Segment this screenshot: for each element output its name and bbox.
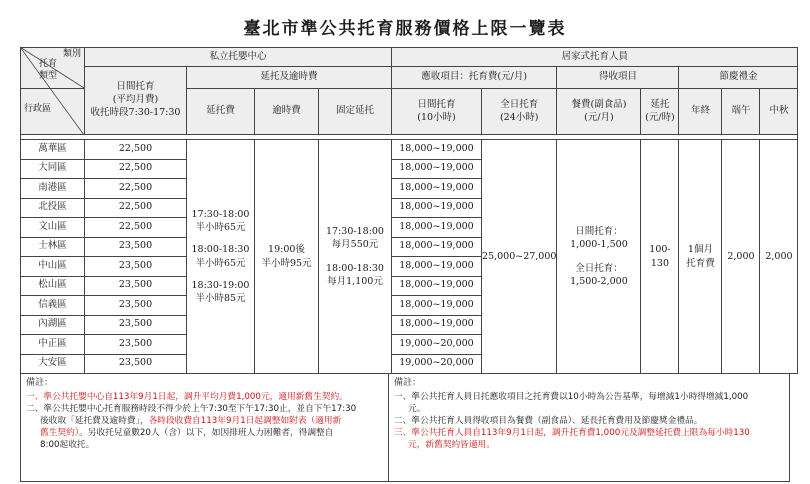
home-day-cell: 18,000~19,000 — [392, 237, 482, 257]
day-fee-cell: 23,500 — [85, 296, 187, 316]
notes-left — [20, 373, 389, 482]
day-fee-cell: 23,500 — [85, 315, 187, 335]
other-items-header: 得收項目 — [557, 67, 679, 89]
district-cell: 大同區 — [21, 159, 85, 179]
home-day-cell: 18,000~19,000 — [392, 198, 482, 218]
note-left-1: 一、準公共托嬰中心自113年9月1日起，調升平均月費1,000元，適用新舊生契約。 — [26, 392, 348, 403]
day-fee-cell: 22,500 — [85, 179, 187, 199]
full-day-merged: 25,000~27,000 — [482, 140, 557, 374]
home-day-cell: 18,000~19,000 — [392, 257, 482, 277]
district-cell: 松山區 — [21, 276, 85, 296]
home-day-cell: 18,000~19,000 — [392, 276, 482, 296]
fixed-ot-header: 固定延托 — [319, 89, 392, 135]
district-cell: 士林區 — [21, 237, 85, 257]
dragon-boat-header: 端午 — [722, 89, 760, 135]
note-left-2: 二、準公共托嬰中心托育服務時段不得少於上午7:30至下午17:30止，並自下午17:30 後收取「延托費及逾時費」，各時段收費自113年9月1日起調整如附表（適用新 舊生契約）。另收托兒童數20人（含）以下，如因排班人力困難者，得調整自 8:00起收托。 — [26, 404, 357, 451]
late-fee-header: 逾時費 — [255, 89, 319, 135]
day-fee-cell: 23,500 — [85, 354, 187, 374]
ot-fee-merged: 17:30-18:00 半小時65元 18:00-18:30 半小時65元 18:30-19:00 半小時85元 — [187, 140, 255, 374]
home-group-header: 居家式托育人員 — [392, 48, 798, 67]
overtime-header: 延托及逾時費 — [187, 67, 392, 89]
yearend-merged: 1個月 托育費 — [679, 140, 722, 374]
dragon-boat-merged: 2,000 — [722, 140, 760, 374]
ext-merged: 100-130 — [641, 140, 679, 374]
note-right-2: 二、準公共托育人員得收項目為餐費（副食品）、延長托育費用及節慶獎金禮品。 — [394, 416, 703, 427]
meal-merged: 日間托育： 1,000-1,500 全日托育： 1,500-2,000 — [557, 140, 641, 374]
notes-right — [389, 373, 790, 482]
table-row — [21, 140, 798, 160]
day-fee-cell: 23,500 — [85, 335, 187, 355]
district-cell: 南港區 — [21, 179, 85, 199]
district-cell: 中正區 — [21, 335, 85, 355]
home-day-cell: 18,000~19,000 — [392, 218, 482, 238]
district-cell: 內湖區 — [21, 315, 85, 335]
district-cell: 文山區 — [21, 218, 85, 238]
yearend-header: 年終 — [679, 89, 722, 135]
day-fee-cell: 22,500 — [85, 218, 187, 238]
district-cell: 信義區 — [21, 296, 85, 316]
day-fee-cell: 23,500 — [85, 257, 187, 277]
home-day-cell: 18,000~19,000 — [392, 315, 482, 335]
home-full-header: 全日托育 (24小時) — [482, 89, 557, 135]
day-fee-cell: 23,500 — [85, 276, 187, 296]
day-fee-cell: 22,500 — [85, 140, 187, 160]
fixed-ot-merged: 17:30-18:00 每月550元 18:00-18:30 每月1,100元 — [319, 140, 392, 374]
district-cell: 萬華區 — [21, 140, 85, 160]
home-day-cell: 18,000~19,000 — [392, 140, 482, 160]
district-header: 行政區 — [24, 104, 52, 114]
corner-type-1: 托育 — [39, 59, 58, 69]
day-fee-cell: 23,500 — [85, 237, 187, 257]
note-right-1: 一、準公共托育人員日托應收項目之托育費以10小時為公告基準，每增減1小時得增減1,000 元。 — [394, 392, 749, 415]
home-day-cell: 19,000~20,000 — [392, 335, 482, 355]
home-day-cell: 18,000~19,000 — [392, 296, 482, 316]
day-fee-header: 日間托育 (平均月費) 收托時段7:30-17:30 — [85, 67, 187, 135]
notes-left-heading: 備註： — [26, 378, 54, 388]
corner-category: 類別 — [62, 49, 81, 59]
page-title: 臺北市準公共托育服務價格上限一覽表 — [243, 19, 567, 39]
day-fee-cell: 22,500 — [85, 159, 187, 179]
home-day-cell: 18,000~19,000 — [392, 159, 482, 179]
festival-header: 節慶禮金 — [679, 67, 798, 89]
mid-autumn-merged: 2,000 — [760, 140, 798, 374]
ext-header: 延托 (元/時) — [641, 89, 679, 135]
corner-type-2: 類型 — [39, 71, 58, 81]
district-cell: 大安區 — [21, 354, 85, 374]
home-day-cell: 18,000~19,000 — [392, 179, 482, 199]
home-day-header: 日間托育 (10小時) — [392, 89, 482, 135]
mid-autumn-header: 中秋 — [760, 89, 798, 135]
meal-header: 餐費(副食品) (元/月) — [557, 89, 641, 135]
district-cell: 中山區 — [21, 257, 85, 277]
note-right-3: 三、準公共托育人員自113年9月1日起，調升托育費1,000元及調整延托費上限為每小時130 元，新舊契約皆適用。 — [394, 428, 750, 451]
late-fee-merged: 19:00後 半小時95元 — [255, 140, 319, 374]
ot-fee-header: 延托費 — [187, 89, 255, 135]
notes-right-heading: 備註： — [394, 378, 422, 388]
center-group-header: 私立托嬰中心 — [85, 48, 392, 67]
receivable-header: 應收項目：托育費(元/月) — [392, 67, 557, 89]
home-day-cell: 19,000~20,000 — [392, 354, 482, 374]
district-cell: 北投區 — [21, 198, 85, 218]
day-fee-cell: 22,500 — [85, 198, 187, 218]
corner-diagonal-lines — [20, 47, 86, 137]
price-table — [20, 47, 798, 374]
